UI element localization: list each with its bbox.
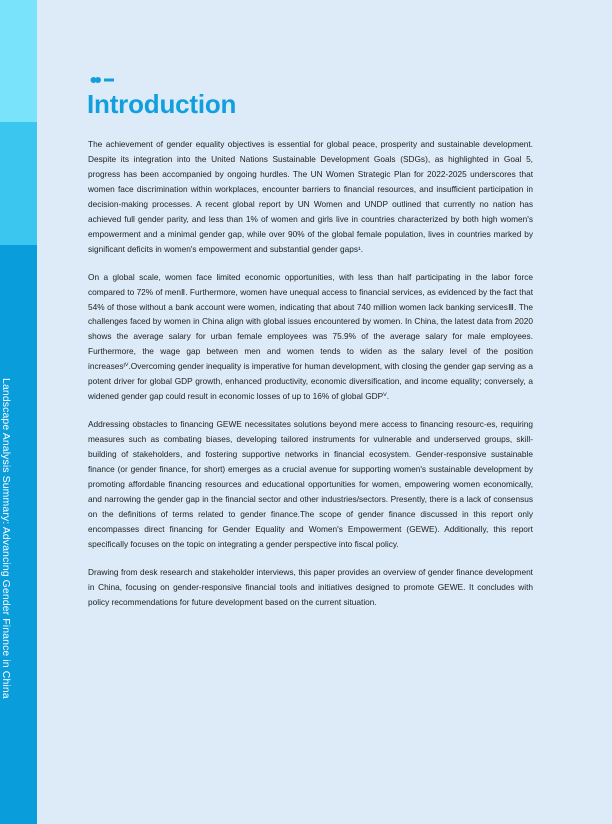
sidebar [0,0,37,824]
dots-dash-ornament-icon [90,76,120,84]
paragraph-1: The achievement of gender equality objectives is essential for global peace, prosperity and sustainable development. Despite its integration into the United Nations Sustainable Development Goals (SDGs), as highlighted in Goal 5, progress has been accompanied by ongoing hurdles. The UN Women Strategic Plan for 2022-2025 underscores that women face discrimination within workplaces, encounter barriers to financial resources, and insufficient participation in decision-making processes. A recent global report by UN Women and UNDP outlined that currently no nation has achieved full gender parity, and less than 1% of women and girls live in countries characterized by both high women's empowerment and a minimal gender gap, while over 90% of the global female population, lives in countries marked by significant deficits in women's empowerment and substantial gender gaps¹. [88,139,533,254]
sidebar-band-mid [0,122,37,245]
body-text [88,137,533,623]
paragraph-3: Addressing obstacles to financing GEWE necessitates solutions beyond mere access to financing resourc-es, requiring measures such as combating biases, developing tailored instruments for vulnerable and underserved groups, skill-building of stakeholders, and fostering supportive networks in financial ecosystem. Gender-responsive sustainable finance (or gender finance, for short) emerges as a crucial avenue for supporting women's sustainable development by promoting affordable financing resources and educational opportunities for women, empowering women economically, and narrowing the gender gap in the financial sector and other industries/sectors. Presently, there is a lack of consensus on the definitions of terms related to gender finance.The scope of gender finance discussed in this report only encompasses direct financing for Gender Equality and Women's Empowerment (GEWE). Additionally, this report specifically focuses on the topic on integrating a gender perspective into fiscal policy. [88,419,533,549]
paragraph-4: Drawing from desk research and stakeholder interviews, this paper provides an overview of gender finance development in China, focusing on gender-responsive financial tools and initiatives designed to promote GEWE. It concludes with policy recommendations for future development based on the current situation. [88,566,533,607]
page-title: Introduction [87,89,237,119]
paragraph-2: On a global scale, women face limited economic opportunities, with less than half participating in the labor force compared to 72% of menⅡ. Furthermore, women have unequal access to financial services, as evidenced by the fact that 54% of those without a bank account were women, indicating that about 740 million women lack banking servicesⅢ. The challenges faced by women in China align with global issues encountered by women. In China, the latest data from 2020 shows the average salary for urban female employees was 75.9% of the average salary for male employees. Furthermore, the wage gap between men and women tends to widen as the salary level of the position increasesᴵⱽ.Overcoming gender inequality is imperative for human development, with closing the gender gap serving as a potent driver for global GDP growth, enhanced productivity, economic diversification, and income equality; conversely, a widened gender gap could result in economic losses of up to 16% of global GDPⱽ. [88,271,533,402]
sidebar-band-light [0,0,37,122]
sidebar-vertical-title: Landscape Analysis Summary: Advancing Gender Finance in China [0,378,12,699]
